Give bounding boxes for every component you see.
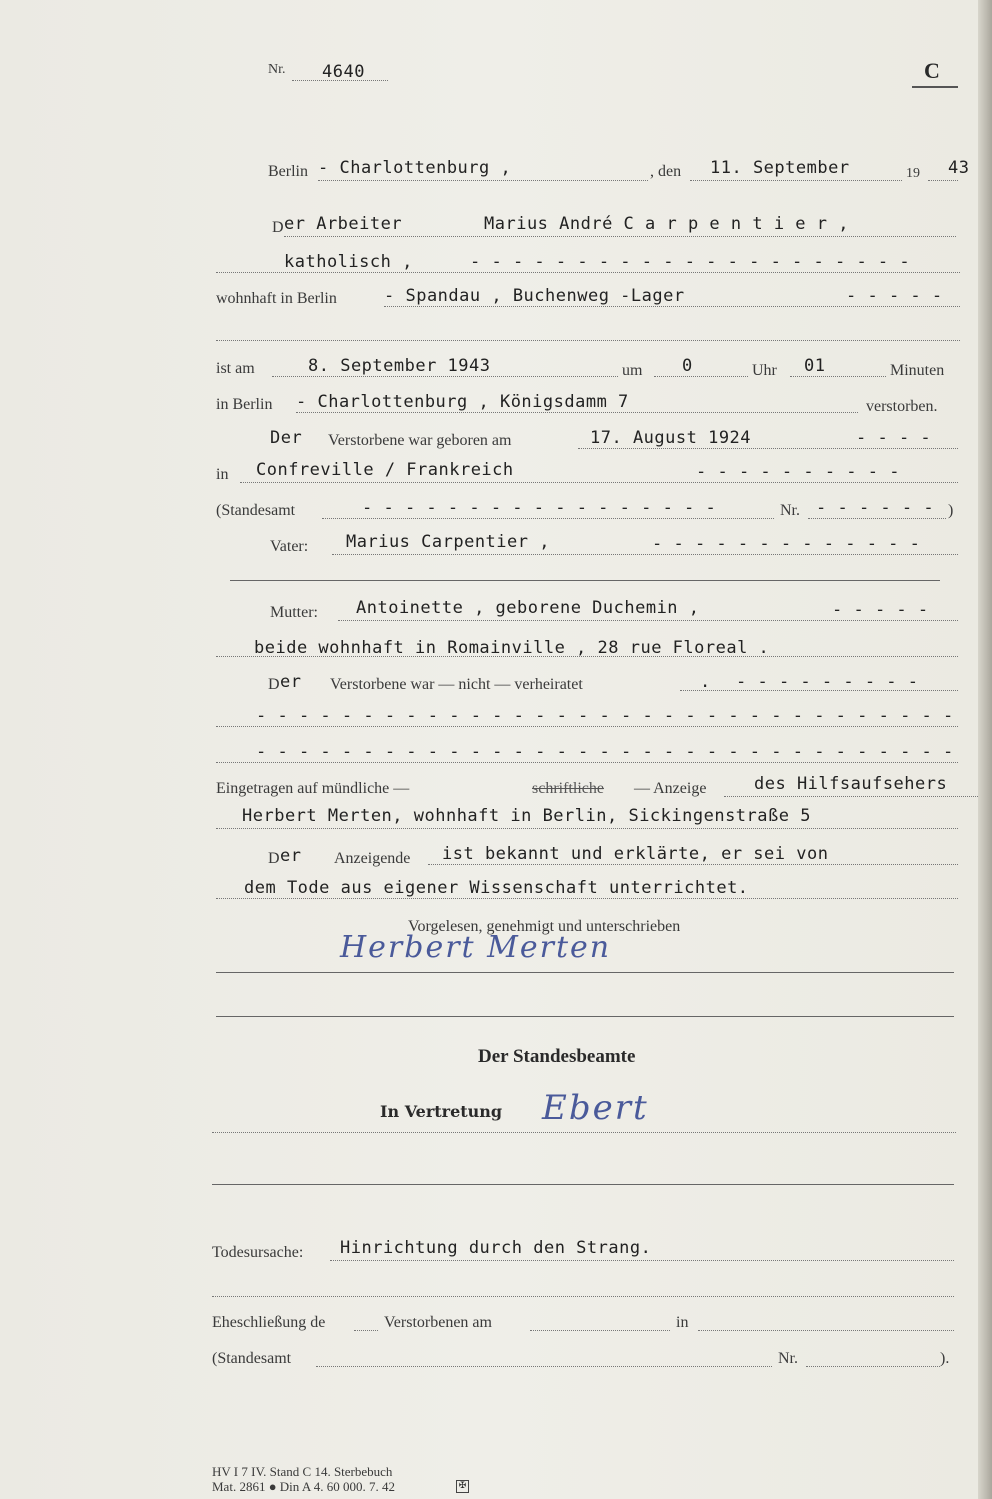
official-in-vertretung: In Vertretung — [380, 1102, 503, 1121]
birth-close: ) — [948, 502, 954, 519]
form-letter-underline — [912, 86, 958, 88]
verstorben-label: verstorben. — [866, 398, 938, 415]
religion-value: katholisch , — [284, 252, 413, 272]
birth-date: 17. August 1924 — [590, 428, 752, 448]
marital-dashes-2: - - - - - - - - - - - - - - - - - - - - - - - - - - - - - - - - - — [256, 706, 954, 726]
residence-line-2 — [216, 340, 960, 341]
place-value: - Charlottenburg , — [318, 158, 512, 178]
nr-label: Nr. — [268, 62, 286, 77]
informant-signature: Herbert Merten — [340, 930, 612, 965]
official-title: Der Standesbeamte — [478, 1046, 636, 1067]
person-prefix: D — [272, 219, 284, 236]
mutter-label: Mutter: — [270, 604, 318, 621]
anzeigende-label: Anzeigende — [334, 850, 411, 867]
death-hour: 0 — [682, 356, 693, 376]
vater-label: Vater: — [270, 538, 309, 555]
marriage-close: ). — [940, 1350, 950, 1367]
year-line — [928, 180, 958, 181]
birth-standesamt-dashes: - - - - - - - - - - - - - - - - - — [362, 498, 717, 518]
cause-label: Todesursache: — [212, 1244, 304, 1261]
marriage-label-2: Verstorbenen am — [384, 1314, 492, 1331]
marital-dot: . — [700, 672, 711, 692]
person-title: er Arbeiter — [284, 214, 403, 234]
marriage-suffix-line — [354, 1330, 378, 1331]
residence-label: wohnhaft in Berlin — [216, 290, 337, 307]
marriage-nr-label: Nr. — [778, 1350, 798, 1367]
date-line — [690, 180, 902, 181]
statement-line-2 — [216, 898, 958, 899]
um-label: um — [622, 362, 643, 379]
birth-nr-line — [808, 518, 946, 519]
registration-label-end: — Anzeige — [634, 780, 707, 797]
name-line — [284, 236, 956, 237]
marital-er: er — [280, 672, 302, 692]
marriage-nr-line — [806, 1366, 940, 1367]
birth-der: Der — [270, 428, 303, 448]
marriage-label-1: Eheschließung de — [212, 1314, 326, 1331]
signature-rule-1 — [216, 972, 954, 973]
birth-place-line — [240, 482, 958, 483]
registration-struck: schriftliche — [532, 780, 604, 797]
residence-value: - Spandau , Buchenweg -Lager — [384, 286, 685, 306]
religion-line — [216, 272, 960, 273]
cause-line — [330, 1260, 954, 1261]
hour-line — [654, 376, 748, 377]
signature-rule-2 — [216, 1016, 954, 1017]
marital-line-2 — [216, 726, 958, 727]
birth-nr-dashes: - - - - - - — [816, 498, 935, 518]
birth-place-dashes: - - - - - - - - - - — [696, 462, 900, 482]
birth-nr-label: Nr. — [780, 502, 800, 519]
printer-mark-icon: ✠ — [456, 1480, 469, 1493]
informant-line-2 — [216, 828, 958, 829]
marriage-standesamt-label: (Standesamt — [212, 1350, 292, 1367]
anzeigende-er: er — [280, 846, 302, 866]
vater-rule — [230, 580, 940, 581]
footer-line-1: HV I 7 IV. Stand C 14. Sterbebuch — [212, 1464, 393, 1479]
marital-dashes-3: - - - - - - - - - - - - - - - - - - - - - - - - - - - - - - - - - — [256, 742, 954, 762]
year-suffix: 43 — [948, 158, 970, 178]
marital-label: Verstorbene war — nicht — verheiratet — [330, 676, 583, 693]
statement-1: ist bekannt und erklärte, er sei von — [442, 844, 829, 864]
minuten-label: Minuten — [890, 362, 945, 379]
den-label: , den — [650, 163, 682, 180]
official-signature-line — [212, 1132, 956, 1133]
footer-line-2: Mat. 2861 ● Din A 4. 60 000. 7. 42 — [212, 1479, 395, 1494]
birth-standesamt-label: (Standesamt — [216, 502, 296, 519]
informant-value: des Hilfsaufsehers — [754, 774, 948, 794]
birth-date-line — [578, 448, 958, 449]
page-edge — [978, 0, 992, 1499]
marriage-in-label: in — [676, 1314, 689, 1331]
birth-place: Confreville / Frankreich — [256, 460, 514, 480]
death-place-line — [296, 412, 858, 413]
place-label: Berlin — [268, 163, 308, 180]
date-value: 11. September — [710, 158, 850, 178]
vater-line — [332, 554, 958, 555]
marriage-standesamt-line — [316, 1366, 772, 1367]
nr-value: 4640 — [322, 62, 365, 82]
marriage-place-line — [698, 1330, 954, 1331]
informant-line-text: Herbert Merten, wohnhaft in Berlin, Sickingenstraße 5 — [242, 806, 811, 826]
birth-standesamt-line — [322, 518, 774, 519]
death-date-line — [272, 376, 618, 377]
marital-line-3 — [216, 762, 958, 763]
person-name: Marius André C a r p e n t i e r , — [484, 214, 849, 234]
death-label: ist am — [216, 360, 255, 377]
mutter-dashes: - - - - - — [832, 600, 929, 620]
uhr-label: Uhr — [752, 362, 777, 379]
marital-dashes: - - - - - - - - - — [736, 672, 919, 692]
birth-in-label: in — [216, 466, 229, 483]
minute-line — [790, 376, 886, 377]
birth-label: Verstorbene war geboren am — [328, 432, 512, 449]
religion-dashes: - - - - - - - - - - - - - - - - - - - - - — [470, 252, 911, 272]
mutter-value: Antoinette , geborene Duchemin , — [356, 598, 700, 618]
vater-dashes: - - - - - - - - - - - - - — [652, 534, 921, 554]
form-letter: C — [924, 58, 940, 83]
anzeigende-d: D — [268, 850, 280, 867]
birth-date-dashes: - - - - — [856, 428, 932, 448]
residence-dashes: - - - - - — [846, 286, 943, 306]
death-date: 8. September 1943 — [308, 356, 491, 376]
in-berlin-label: in Berlin — [216, 396, 273, 413]
marital-prefix: D — [268, 676, 280, 693]
death-minute: 01 — [804, 356, 826, 376]
statement-line-1 — [428, 864, 958, 865]
official-signature: Ebert — [542, 1088, 649, 1128]
statement-2: dem Tode aus eigener Wissenschaft unterrichtet. — [244, 878, 749, 898]
mutter-line — [338, 620, 958, 621]
registration-label-start: Eingetragen auf mündliche — — [216, 780, 410, 797]
cause-value: Hinrichtung durch den Strang. — [340, 1238, 652, 1258]
informant-line — [724, 796, 986, 797]
place-line — [318, 180, 648, 181]
parents-residence: beide wohnhaft in Romainville , 28 rue Floreal . — [254, 638, 770, 658]
vater-value: Marius Carpentier , — [346, 532, 550, 552]
cause-line-2 — [212, 1296, 954, 1297]
marriage-date-line — [530, 1330, 670, 1331]
official-rule — [212, 1184, 954, 1185]
residence-line — [384, 306, 960, 307]
approved-label: Vorgelesen, genehmigt und unterschrieben — [408, 918, 681, 935]
death-place: - Charlottenburg , Königsdamm 7 — [296, 392, 629, 412]
year-prefix: 19 — [906, 166, 920, 181]
